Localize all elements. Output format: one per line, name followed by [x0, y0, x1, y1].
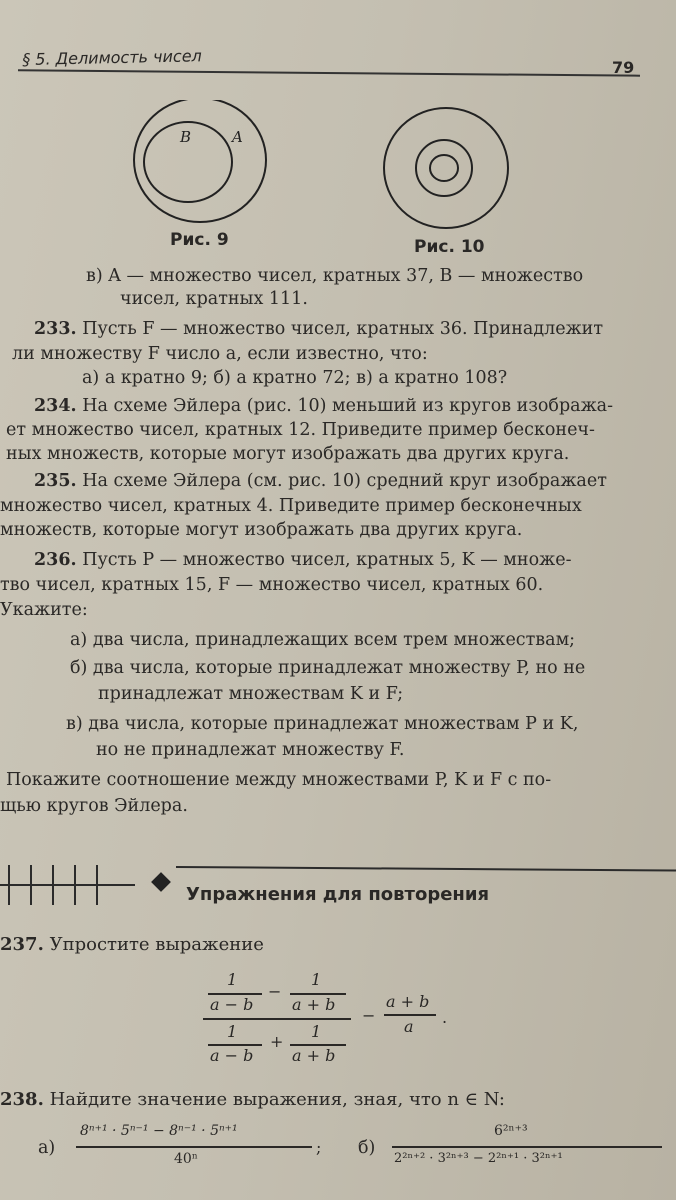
text-line: На схеме Эйлера (см. рис. 10) средний круг изображает	[82, 471, 607, 491]
frac-numerator: 1	[227, 1022, 238, 1041]
text-line: щью кругов Эйлера.	[0, 796, 188, 816]
frac-numerator: 1	[311, 970, 322, 989]
exercise-number: 233.	[34, 319, 77, 339]
frac-bar	[384, 1014, 436, 1016]
page-number: 79	[612, 58, 635, 77]
divider-line-left	[0, 884, 135, 886]
fig10-caption: Рис. 10	[414, 237, 485, 257]
exercise-number: 236.	[34, 550, 77, 570]
text-line: а) два числа, принадлежащих всем трем множествам;	[70, 630, 576, 650]
text-line: тво чисел, кратных 15, F — множество чисел, кратных 60.	[0, 575, 544, 595]
operator: −	[268, 982, 282, 1001]
operator: +	[270, 1032, 284, 1051]
text-line: в) A — множество чисел, кратных 37, B — множество	[86, 266, 584, 286]
exercise-238	[0, 1091, 505, 1109]
exercise-235	[34, 473, 607, 491]
text-line: в) два числа, которые принадлежат множествам P и K,	[66, 714, 579, 734]
text-line: чисел, кратных 111.	[120, 289, 308, 309]
frac-bar	[76, 1146, 312, 1148]
frac-denominator: 2²ⁿ⁺² · 3²ⁿ⁺³ − 2²ⁿ⁺¹ · 3²ⁿ⁺¹	[394, 1151, 563, 1166]
text-line: ных множеств, которые могут изображать два других круга.	[6, 444, 570, 464]
frac-bar	[392, 1146, 662, 1148]
frac-denominator: a − b	[210, 995, 254, 1014]
main-frac-bar	[203, 1018, 351, 1020]
frac-denominator: a + b	[292, 1046, 336, 1065]
exercise-237	[0, 936, 264, 954]
text-line: Покажите соотношение между множествами P, K и F с по-	[6, 770, 552, 790]
frac-denominator: a + b	[292, 995, 336, 1014]
euler-diagram-fig9	[120, 100, 280, 225]
text-line: ет множество чисел, кратных 12. Приведите пример бесконеч-	[6, 420, 595, 440]
fig9-label-a: A	[232, 128, 243, 146]
frac-numerator: 1	[311, 1022, 322, 1041]
exercise-236	[34, 552, 572, 570]
frac-denominator: a − b	[210, 1046, 254, 1065]
header-rule	[18, 69, 640, 76]
text-line: б) два числа, которые принадлежат множеству P, но не	[70, 658, 586, 678]
text-line: множество чисел, кратных 4. Приведите пример бесконечных	[0, 496, 582, 516]
frac-denominator: a	[404, 1017, 414, 1036]
text-line: принадлежат множествам K и F;	[98, 684, 404, 704]
frac-numerator: 8ⁿ⁺¹ · 5ⁿ⁻¹ − 8ⁿ⁻¹ · 5ⁿ⁺¹	[80, 1123, 238, 1139]
euler-diagram-fig10	[378, 106, 518, 236]
exercise-234	[34, 398, 613, 416]
text-line: Упростите выражение	[49, 934, 264, 955]
exercise-233	[34, 321, 603, 339]
fig9-label-b: B	[180, 128, 192, 146]
section-title: Упражнения для повторения	[186, 884, 490, 905]
operator: −	[362, 1006, 376, 1025]
frac-numerator: 6²ⁿ⁺³	[494, 1123, 528, 1139]
exercise-number: 235.	[34, 471, 77, 491]
separator: ;	[316, 1138, 322, 1157]
part-b-label: б)	[358, 1138, 376, 1158]
text-line: Найдите значение выражения, зная, что n ∈ N:	[49, 1089, 505, 1110]
divider-line-top	[176, 866, 676, 871]
text-line: но не принадлежат множеству F.	[96, 740, 405, 760]
text-line: а) a кратно 9; б) a кратно 72; в) a кратно 108?	[82, 368, 508, 388]
text-line: Укажите:	[0, 600, 88, 620]
exercise-number: 237.	[0, 934, 44, 955]
frac-numerator: a + b	[386, 992, 430, 1011]
fig9-caption: Рис. 9	[170, 230, 229, 250]
period: .	[442, 1008, 448, 1027]
running-header: § 5. Делимость чисел	[22, 46, 202, 69]
text-line: ли множеству F число a, если известно, что:	[12, 344, 428, 364]
text-line: Пусть F — множество чисел, кратных 36. Принадлежит	[82, 319, 604, 339]
exercise-number: 234.	[34, 396, 77, 416]
frac-numerator: 1	[227, 970, 238, 989]
part-a-label: а)	[38, 1138, 56, 1158]
frac-denominator: 40ⁿ	[174, 1151, 198, 1167]
diamond-icon	[151, 872, 171, 892]
text-line: Пусть P — множество чисел, кратных 5, K — множе-	[82, 550, 572, 570]
text-line: множеств, которые могут изображать два других круга.	[0, 520, 523, 540]
exercise-number: 238.	[0, 1089, 44, 1110]
text-line: На схеме Эйлера (рис. 10) меньший из кругов изобража-	[82, 396, 614, 416]
